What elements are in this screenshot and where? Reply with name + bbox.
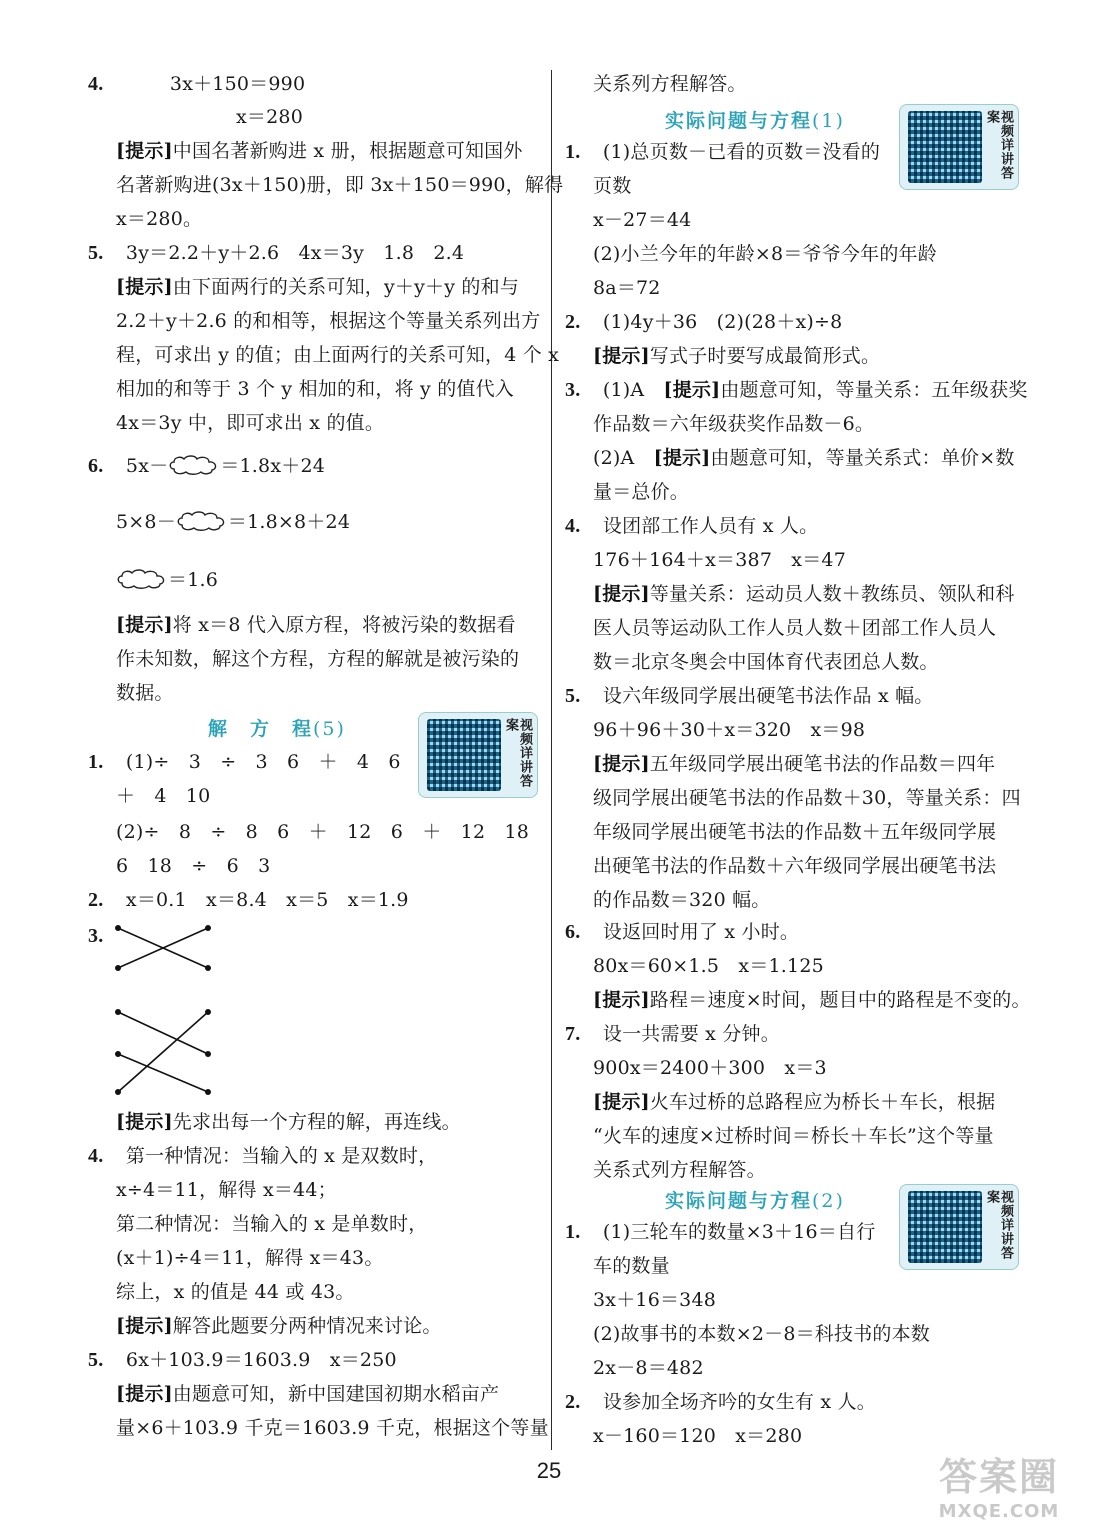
continued-text: 关系列方程解答。 [593, 73, 747, 95]
r1-q3-line1 [565, 378, 1028, 402]
hint-label: [提示] [593, 583, 650, 605]
answer: 900x＝2400＋300 x＝3 [593, 1057, 827, 1079]
hint-text: 写式子时要写成最简形式。 [649, 345, 881, 367]
section-title-text: 实际问题与方程 [665, 110, 813, 132]
hint-label: [提示] [116, 140, 173, 162]
question-number: 6. [565, 921, 581, 943]
hint-text: 2.2＋y＋2.6 的和相等，根据这个等量关系列出方 [116, 310, 541, 332]
left-q6-line1 [88, 454, 325, 478]
r1-q5-line1 [565, 684, 934, 708]
section-title-text: 实际问题与方程 [665, 1190, 813, 1212]
hint-text: 关系式列方程解答。 [593, 1159, 766, 1181]
hint-text: 中国名著新购进 x 册，根据题意可知国外 [172, 140, 523, 162]
answer: (2)÷ 8 ÷ 8 6 ＋ 12 6 ＋ 12 18 [116, 821, 530, 843]
hint-text: 数＝北京冬奥会中国体育代表团总人数。 [593, 651, 939, 673]
answer: (1)÷ 3 ÷ 3 6 ＋ 4 6 [125, 751, 401, 773]
equation: 3x＋150＝990 [169, 73, 306, 95]
section-title-sub: (1) [812, 110, 845, 132]
question-number: 1. [88, 751, 104, 773]
equation-part: ＝1.6 [168, 569, 219, 591]
stain-cloud-icon [116, 568, 168, 590]
question-number: 2. [88, 889, 104, 911]
answer: 第一种情况：当输入的 x 是双数时， [125, 1145, 438, 1167]
question-number: 5. [565, 685, 581, 707]
question-number: 4. [565, 515, 581, 537]
hint-label: [提示] [116, 614, 173, 636]
r1-q3-line3 [593, 446, 1015, 470]
answer: (x＋1)÷4＝11，解得 x＝43。 [116, 1247, 384, 1269]
hint-text: 解答此题要分两种情况来讨论。 [172, 1315, 442, 1337]
hint-label: [提示] [593, 753, 650, 775]
question-number: 5. [88, 242, 104, 264]
video-qr-code[interactable] [418, 712, 538, 798]
match-dot [115, 965, 121, 971]
hint-text: 将 x＝8 代入原方程，将被污染的数据看 [172, 614, 516, 636]
r1-q7-line1 [565, 1022, 780, 1046]
answer: 3x＋16＝348 [593, 1289, 717, 1311]
answer: (1)A [602, 379, 664, 401]
answer: 6x＋103.9＝1603.9 x＝250 [125, 1349, 397, 1371]
answer: 设六年级同学展出硬笔书法作品 x 幅。 [602, 685, 934, 707]
answer: x÷4＝11，解得 x＝44； [116, 1179, 337, 1201]
equation-part: 5x－ [125, 455, 169, 477]
hint-line [116, 275, 519, 299]
hint-text: 路程＝速度×时间，题目中的路程是不变的。 [649, 989, 1031, 1011]
hint-text: 量×6＋103.9 千克＝1603.9 千克，根据这个等量 [116, 1417, 549, 1439]
hint-text: 由题意可知，新中国建国初期水稻亩产 [172, 1383, 500, 1405]
qr-caption: 视频详讲答案 [503, 718, 532, 788]
match-dot [205, 925, 211, 931]
hint-text: 名著新购进(3x＋150)册，即 3x＋150＝990，解得 [116, 174, 564, 196]
r2-q2-line1 [565, 1390, 876, 1414]
match-dot [205, 965, 211, 971]
hint-text: x＝280。 [116, 208, 203, 230]
s5-q3-line [88, 924, 103, 948]
hint-text: 数据。 [116, 682, 174, 704]
question-number: 1. [565, 1221, 581, 1243]
left-q5-line1 [88, 241, 464, 265]
hint-label: [提示] [593, 345, 650, 367]
hint-text: “火车的速度×过桥时间＝桥长＋车长”这个等量 [593, 1125, 994, 1147]
video-qr-code[interactable] [899, 1184, 1019, 1270]
hint-text: 由下面两行的关系可知，y＋y＋y 的和与 [172, 276, 520, 298]
hint-text: 由题意可知，等量关系式：单价×数 [710, 447, 1015, 469]
question-number: 6. [88, 455, 104, 477]
hint-label: [提示] [593, 989, 650, 1011]
s5-q2-line [88, 888, 409, 912]
section-title-text: 解 方 程 [208, 718, 314, 740]
answer: 页数 [593, 175, 632, 197]
hint-text: 程，可求出 y 的值；由上面两行的关系可知，4 个 x [116, 344, 560, 366]
question-number: 1. [565, 141, 581, 163]
qr-code-icon [908, 1191, 982, 1263]
qr-code-icon [908, 111, 982, 183]
match-line [118, 1012, 208, 1092]
r1-q4-line1 [565, 514, 818, 538]
answer: 设参加全场齐吟的女生有 x 人。 [602, 1391, 876, 1413]
match-dot [115, 925, 121, 931]
hint-label: [提示] [653, 447, 711, 469]
question-number: 2. [565, 311, 581, 333]
answer: 设一共需要 x 分钟。 [602, 1023, 780, 1045]
equation-part: ＝1.8×8＋24 [227, 511, 351, 533]
left-q6-line2 [116, 510, 350, 534]
hint-line [116, 139, 523, 163]
match-line [118, 1054, 208, 1092]
hint-text: 4x＝3y 中，即可求出 x 的值。 [116, 412, 385, 434]
question-number: 3. [88, 925, 104, 947]
r1-q2-line1 [565, 310, 842, 334]
answer: 第二种情况：当输入的 x 是单数时， [116, 1213, 428, 1235]
s5-q4-line1 [88, 1144, 437, 1168]
watermark-url: MXQE.COM [938, 1501, 1060, 1522]
hint-label: [提示] [116, 1315, 173, 1337]
page-number: 25 [536, 1458, 562, 1483]
hint-label: [提示] [116, 1111, 173, 1133]
qr-caption: 视频详讲答案 [984, 110, 1013, 180]
section-title [208, 714, 346, 741]
matching-lines-diagram [108, 920, 218, 1130]
answer: (2)A [593, 447, 654, 469]
answer: 6 18 ÷ 6 3 [116, 855, 271, 877]
hint-text: 作品数＝六年级获奖作品数－6。 [593, 413, 875, 435]
r1-q6-line1 [565, 920, 799, 944]
answer: (2)小兰今年的年龄×8＝爷爷今年的年龄 [593, 243, 937, 265]
answer: 2x－8＝482 [593, 1357, 704, 1379]
match-dot [115, 1089, 121, 1095]
hint-text: 火车过桥的总路程应为桥长＋车长，根据 [649, 1091, 996, 1113]
hint-text: 量＝总价。 [593, 481, 690, 503]
hint-line [116, 1382, 499, 1406]
question-number: 2. [565, 1391, 581, 1413]
hint-text: 医人员等运动队工作人员人数＋团部工作人员人 [593, 617, 997, 639]
match-dot [115, 1009, 121, 1015]
watermark-logo [914, 1446, 1084, 1526]
hint-text: 相加的和等于 3 个 y 相加的和，将 y 的值代入 [116, 378, 514, 400]
answer: x－27＝44 [593, 209, 692, 231]
hint-line [593, 344, 880, 368]
answer: 176＋164＋x＝387 x＝47 [593, 549, 847, 571]
section-title-sub: (5) [313, 718, 346, 740]
question-number: 3. [565, 379, 581, 401]
hint-label: [提示] [116, 1383, 173, 1405]
answer: (1)4y＋36 (2)(28＋x)÷8 [602, 311, 843, 333]
stain-cloud-icon [176, 510, 228, 532]
question-number: 5. [88, 1349, 104, 1371]
answer: (2)故事书的本数×2－8＝科技书的本数 [593, 1323, 931, 1345]
hint-line [593, 752, 995, 776]
match-dot [205, 1089, 211, 1095]
match-dot [205, 1009, 211, 1015]
answer: 8a＝72 [593, 277, 661, 299]
hint-text: 五年级同学展出硬笔书法的作品数＝四年 [649, 753, 996, 775]
column-divider [551, 70, 552, 1450]
hint-line [116, 613, 516, 637]
watermark-text: 答案圈 [938, 1455, 1059, 1499]
answer: 3y＝2.2＋y＋2.6 4x＝3y 1.8 2.4 [125, 242, 465, 264]
qr-caption: 视频详讲答案 [984, 1190, 1013, 1260]
equation: x＝280 [236, 106, 303, 128]
answer: 设团部工作人员有 x 人。 [602, 515, 819, 537]
match-dot [115, 1051, 121, 1057]
hint-line [116, 1314, 442, 1338]
answer: x－160＝120 x＝280 [593, 1425, 803, 1447]
section-title [665, 106, 845, 133]
hint-text: 级同学展出硬笔书法的作品数＋30，等量关系：四 [593, 787, 1021, 809]
s5-q5-line1 [88, 1348, 397, 1372]
hint-text: 出硬笔书法的作品数＋六年级同学展出硬笔书法 [593, 855, 997, 877]
hint-text: 先求出每一个方程的解，再连线。 [172, 1111, 461, 1133]
hint-label: [提示] [116, 276, 173, 298]
answer: 综上，x 的值是 44 或 43。 [116, 1281, 355, 1303]
section-title-sub: (2) [812, 1190, 845, 1212]
answer: 96＋96＋30＋x＝320 x＝98 [593, 719, 866, 741]
question-number: 4. [88, 1145, 104, 1167]
hint-line [116, 1110, 461, 1134]
r1-q1-line1 [565, 140, 880, 164]
hint-line [593, 1090, 995, 1114]
answer: ＋ 4 10 [116, 785, 211, 807]
answer: x＝0.1 x＝8.4 x＝5 x＝1.9 [125, 889, 409, 911]
left-q4-line1 [88, 72, 305, 96]
hint-line [593, 988, 1031, 1012]
hint-text: 由题意可知，等量关系：五年级获奖 [720, 379, 1028, 401]
answer: 80x＝60×1.5 x＝1.125 [593, 955, 824, 977]
hint-line [593, 582, 1015, 606]
video-qr-code[interactable] [899, 104, 1019, 190]
r2-q1-line1 [565, 1220, 875, 1244]
answer: 车的数量 [593, 1255, 670, 1277]
question-number: 4. [88, 73, 104, 95]
match-dot [205, 1051, 211, 1057]
stain-cloud-icon [168, 454, 220, 476]
match-line [118, 1012, 208, 1054]
answer: 设返回时用了 x 小时。 [602, 921, 800, 943]
hint-text: 作未知数，解这个方程，方程的解就是被污染的 [116, 648, 520, 670]
qr-code-icon [427, 719, 501, 791]
section-title [665, 1186, 845, 1213]
equation-part: 5×8－ [116, 511, 176, 533]
hint-label: [提示] [593, 1091, 650, 1113]
hint-text: 年级同学展出硬笔书法的作品数＋五年级同学展 [593, 821, 997, 843]
left-q6-line3 [116, 568, 218, 592]
equation-part: ＝1.8x＋24 [220, 455, 326, 477]
hint-text: 的作品数＝320 幅。 [593, 889, 771, 911]
question-number: 7. [565, 1023, 581, 1045]
s5-q1-line1 [88, 750, 401, 774]
answer: (1)三轮车的数量×3＋16＝自行 [602, 1221, 876, 1243]
hint-text: 等量关系：运动员人数＋教练员、领队和科 [649, 583, 1015, 605]
answer: (1)总页数－已看的页数＝没看的 [602, 141, 881, 163]
hint-label: [提示] [663, 379, 721, 401]
